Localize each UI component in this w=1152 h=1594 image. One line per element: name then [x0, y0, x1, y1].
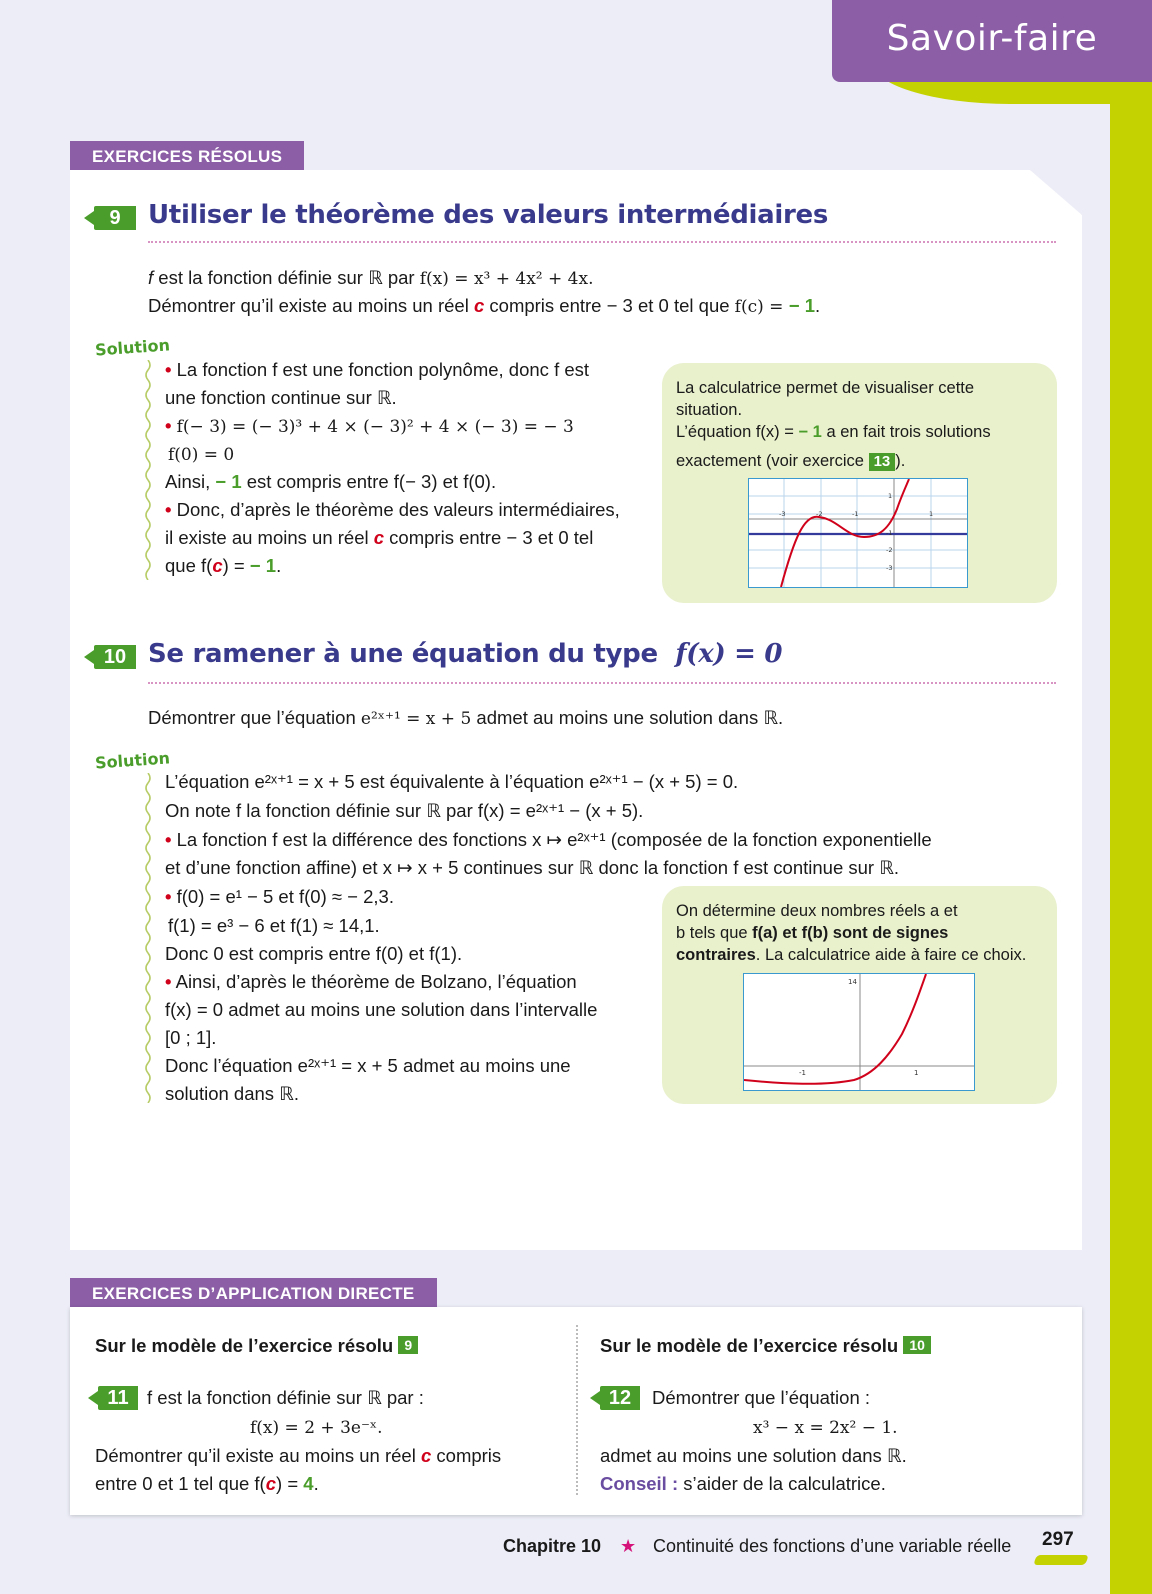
exercise-9-title: Utiliser le théorème des valeurs intermédiaires — [148, 200, 829, 230]
tick-label: 1 — [888, 492, 893, 500]
ex9-note-line-3: L’équation f(x) = − 1 a en fait trois solutions — [676, 423, 991, 441]
tick-label: -2 — [816, 510, 823, 518]
ex10-solution-2: On note f la fonction définie sur ℝ par f(x) = e²ˣ⁺¹ − (x + 5). — [165, 800, 644, 821]
ref-badge-10: 10 — [903, 1336, 931, 1354]
section-banner — [832, 0, 1152, 82]
footer-star-icon: ★ — [620, 1536, 637, 1556]
ex10-solution-8: • Ainsi, d’après le théorème de Bolzano, l’équation — [165, 971, 577, 992]
ex9-solution-7: que f(c) = − 1. — [165, 555, 282, 576]
ex10-note-line-1: On détermine deux nombres réels a et — [676, 902, 958, 920]
ex10-solution-11: Donc l’équation e²ˣ⁺¹ = x + 5 admet au moins une — [165, 1055, 571, 1076]
ex9-solution-1: • La fonction f est une fonction polynôme, donc f est — [165, 359, 590, 380]
tick-label: -3 — [886, 564, 893, 572]
side-color-band — [1110, 0, 1152, 1594]
ex11-line-2: f(x) = 2 + 3e⁻ˣ. — [250, 1418, 383, 1438]
ex11-line-1: f est la fonction définie sur ℝ par : — [147, 1387, 424, 1408]
exercise-12-badge: 12 — [600, 1386, 640, 1410]
ex10-solution-3: • La fonction f est la différence des fonctions x ↦ e²ˣ⁺¹ (composée de la fonction exponentielle — [165, 829, 932, 850]
left-model-title: Sur le modèle de l’exercice résolu 9 — [95, 1335, 418, 1357]
ex12-line-3: admet au moins une solution dans ℝ. — [600, 1445, 907, 1466]
ex9-note-line-4: exactement (voir exercice 13 ). — [676, 452, 906, 470]
ex9-solution-4: Ainsi, − 1 est compris entre f(− 3) et f(0). — [165, 471, 497, 492]
ex10-solution-9: f(x) = 0 admet au moins une solution dans l’intervalle — [165, 999, 598, 1020]
page-number: 297 — [1042, 1529, 1074, 1550]
ex10-solution-10: [0 ; 1]. — [165, 1027, 217, 1048]
ex10-statement: Démontrer que l’équation e²ˣ⁺¹ = x + 5 admet au moins une solution dans ℝ. — [148, 707, 784, 729]
ex9-solution-5: • Donc, d’après le théorème des valeurs intermédiaires, — [165, 499, 620, 520]
tick-label: -1 — [852, 510, 859, 518]
ex10-solution-5: • f(0) = e¹ − 5 et f(0) ≈ − 2,3. — [165, 886, 394, 907]
ex10-solution-12: solution dans ℝ. — [165, 1083, 299, 1104]
page-number-underline — [1033, 1555, 1089, 1565]
ex10-solution-6: f(1) = e³ − 6 et f(1) ≈ 14,1. — [168, 915, 380, 936]
solved-exercises-tag: EXERCICES RÉSOLUS — [70, 141, 304, 172]
ex9-calculator-graph — [748, 478, 968, 588]
curve-f — [744, 974, 926, 1084]
ex10-solution-4: et d’une fonction affine) et x ↦ x + 5 continues sur ℝ donc la fonction f est continue sur ℝ. — [165, 857, 900, 878]
ex11-line-4: entre 0 et 1 tel que f(c) = 4. — [95, 1473, 319, 1494]
ex9-statement-1: f est la fonction définie sur ℝ par f(x) = x³ + 4x² + 4x. — [148, 267, 594, 289]
solution-wavy-rule — [144, 360, 152, 580]
tick-label: -2 — [886, 546, 893, 554]
ex10-note-line-2: b tels que f(a) et f(b) sont de signes — [676, 924, 949, 942]
banner-title: Savoir-faire — [886, 18, 1098, 59]
ex9-note-line-1: La calculatrice permet de visualiser cette — [676, 379, 975, 397]
solution-wavy-rule — [144, 773, 152, 1103]
ex9-solution-label: Solution — [94, 335, 171, 360]
exercise-10-title: Se ramener à une équation du type f(x) = 0 — [148, 639, 783, 669]
exercise-9-badge: 9 — [94, 206, 136, 230]
footer-chapter: Chapitre 10 — [503, 1536, 602, 1556]
ex12-line-1: Démontrer que l’équation : — [652, 1387, 871, 1408]
title-underline — [148, 241, 1056, 243]
tick-label: 14 — [848, 978, 857, 986]
ex10-note-line-3: contraires. La calculatrice aide à faire ce choix. — [676, 946, 1027, 964]
footer-chapter-title: Continuité des fonctions d’une variable réelle — [653, 1536, 1012, 1556]
ex10-solution-label: Solution — [94, 748, 171, 773]
ex10-calculator-graph — [743, 973, 975, 1091]
ex9-solution-6: il existe au moins un réel c compris entre − 3 et 0 tel — [165, 527, 594, 548]
ex12-line-2: x³ − x = 2x² − 1. — [753, 1418, 898, 1438]
ex10-solution-1: L’équation e²ˣ⁺¹ = x + 5 est équivalente à l’équation e²ˣ⁺¹ − (x + 5) = 0. — [165, 771, 739, 792]
column-divider — [576, 1325, 578, 1495]
tick-label: 1 — [929, 510, 934, 518]
exercise-10-badge: 10 — [94, 645, 136, 669]
ex11-line-3: Démontrer qu’il existe au moins un réel c compris — [95, 1445, 502, 1466]
title-underline — [148, 682, 1056, 684]
ex12-advice: Conseil : s’aider de la calculatrice. — [600, 1473, 886, 1494]
ex10-solution-7: Donc 0 est compris entre f(0) et f(1). — [165, 943, 463, 964]
direct-exercises-tag: EXERCICES D’APPLICATION DIRECTE — [70, 1278, 437, 1309]
ex9-solution-2: • f(− 3) = (− 3)³ + 4 × (− 3)² + 4 × (− 3) = − 3 — [165, 415, 574, 437]
tick-label: -1 — [886, 529, 893, 537]
tick-label: 1 — [914, 1069, 919, 1077]
ex9-solution-1b: une fonction continue sur ℝ. — [165, 387, 397, 408]
exercise-11-badge: 11 — [98, 1386, 138, 1410]
ex9-note-line-2: situation. — [676, 401, 743, 419]
right-model-title: Sur le modèle de l’exercice résolu 10 — [600, 1335, 931, 1357]
ref-badge-9: 9 — [398, 1336, 418, 1354]
ref-badge-13: 13 — [869, 453, 896, 471]
tick-label: -3 — [779, 510, 786, 518]
ex9-statement-2: Démontrer qu’il existe au moins un réel c compris entre − 3 et 0 tel que f(c) = − 1. — [148, 295, 821, 317]
ex9-solution-3: f(0) = 0 — [168, 445, 235, 465]
tick-label: -1 — [799, 1069, 806, 1077]
